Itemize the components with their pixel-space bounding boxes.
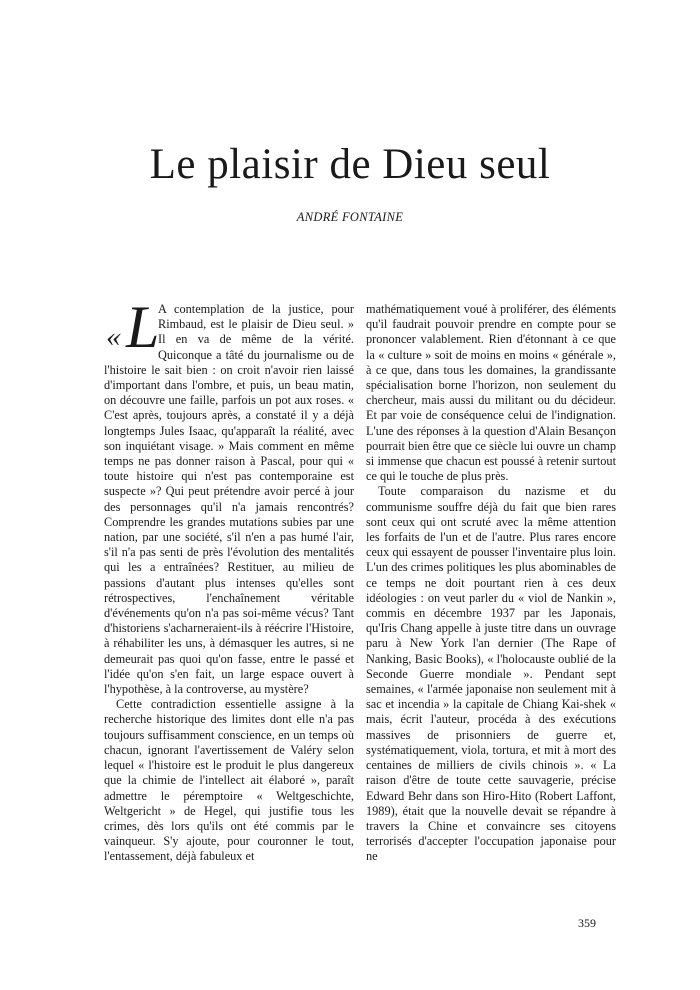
drop-cap-quote: « <box>106 320 121 353</box>
paragraph: Toute comparaison du nazisme et du communisme souffre déjà du fait que bien rares sont ceux qui ont scruté avec la même attention les forfaits de l'un et de l'autre. Plus rares encore ceux qui essayent de pousser l'inventaire plus loin. L'un des crimes politiques les plus abominables de ce temps ne doit pourtant rien à ces deux idéologies : on veut parler du « viol de Nankin », commis en décembre 1937 par les Japonais, qu'Iris Chang appelle à juste titre dans un ouvrage paru à New York l'an dernier (The Rape of Nanking, Basic Books), « l'holocauste oublié de la Seconde Guerre mondiale ». Pendant sept semaines, « l'armée japonaise non seulement mit à sac et incendia » la capitale de Chiang Kai-shek « mais, écrit l'auteur, procéda à des exécutions massives de prisonniers de guerre et, systématiquement, viola, tortura, et mit à mort des centaines de milliers de civils chinois ». « La raison d'être de toute cette sauvagerie, précise Edward Behr dans son Hiro-Hito (Robert Laffont, 1989), était que la nouvelle devait se répandre à travers la Chine et convaincre ses citoyens terrorisés d'accepter l'occupation japonaise pour ne <box>366 484 616 864</box>
page-number: 359 <box>578 916 596 930</box>
paragraph <box>104 294 354 697</box>
article-title: Le plaisir de Dieu seul <box>149 141 551 188</box>
drop-cap <box>104 294 160 362</box>
left-column <box>104 294 354 865</box>
drop-cap-letter: L <box>126 294 160 360</box>
paragraph: mathématiquement voué à proliférer, des éléments qu'il faudrait pouvoir prendre en compte pour se prononcer valablement. Rien d'étonnant à ce que la « culture » soit de moins en moins « générale », à ce que, dans tous les domaines, la grandissante spécialisation borne l'horizon, non seulement du chercheur, mais aussi du militant ou du décideur. Et par voie de conséquence celui de l'indignation. L'une des réponses à la question d'Alain Besançon pourrait bien être que ce siècle lui ouvre un champ si immense que chacun est poussé à retenir surtout ce qui le touche de plus près. <box>366 302 616 484</box>
right-column <box>366 302 616 865</box>
paragraph-text: A contemplation de la justice, pour Rimbaud, est le plaisir de Dieu seul. » Il en va de même de la vérité. Quiconque a tâté du journalisme ou de l'histoire le sait bien : on croit n'avoir rien laissé d'important dans l'ombre, et puis, un beau matin, on découvre une faille, parfois un pot aux roses. « C'est après, toujours après, a constaté il y a déjà longtemps Jules Isaac, qu'apparaît la réalité, avec son inquiétant visage. » Mais comment en même temps ne pas donner raison à Pascal, pour qui « toute histoire qui n'est pas contemporaine est suspecte »? Qui peut prétendre avoir percé à jour des personnages qu'il n'a jamais rencontrés? Comprendre les grandes mutations subies par une nation, par une société, s'il n'en a pas humé l'air, s'il n'a pas senti de près l'évolution des mentalités qui les a entraînées? Restituer, au milieu de passions d'autant plus intenses qu'elles sont rétrospectives, l'enchaînement véritable d'événements qu'on n'a pas soi-même vécus? Tant d'historiens s'acharneraient-ils à réécrire l'Histoire, à réhabiliter les uns, à démasquer les autres, si ne demeurait pas quoi qu'on fasse, entre le passé et l'idée qu'on s'en fait, un large espace ouvert à l'hypothèse, à la controverse, au mystère? <box>104 302 354 697</box>
article-author: ANDRÉ FONTAINE <box>296 210 404 224</box>
paragraph: Cette contradiction essentielle assigne à la recherche historique des limites dont elle n'a pas toujours suffisamment conscience, en un temps où chacun, ignorant l'avertissement de Valéry selon lequel « l'histoire est le produit le plus dangereux que la chimie de l'intellect ait élaboré », paraît admettre le péremptoire « Weltgeschichte, Weltgericht » de Hegel, qui justifie tous les crimes, dès lors qu'ils ont été commis par le vainqueur. S'y ajoute, pour couronner le tout, l'entassement, déjà fabuleux et <box>104 697 354 864</box>
